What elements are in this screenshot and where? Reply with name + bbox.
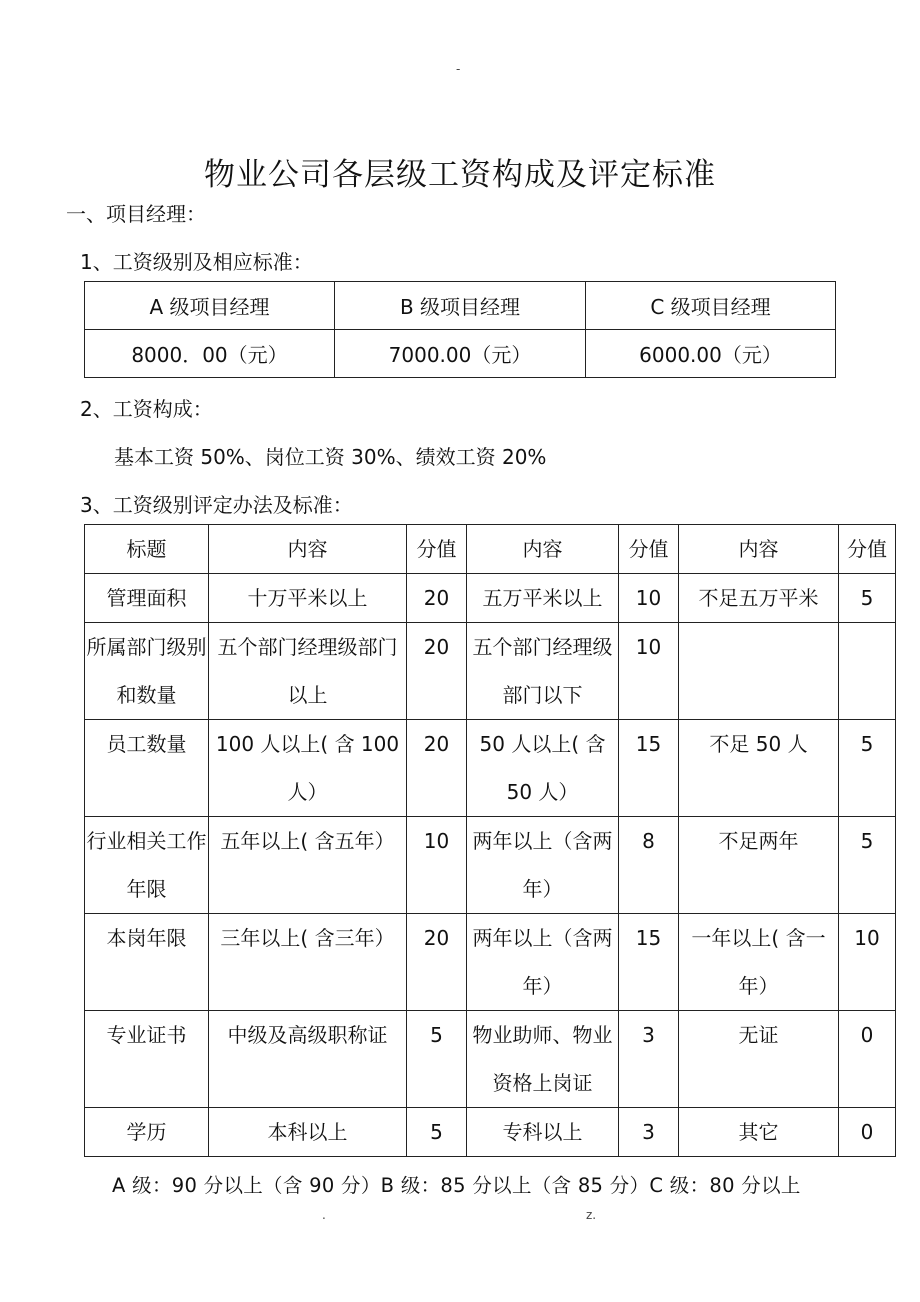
table-cell: 0 xyxy=(839,1011,896,1108)
table-cell: 五万平米以上 xyxy=(467,574,619,623)
table-cell xyxy=(839,623,896,720)
footer-left-mark: . xyxy=(322,1208,326,1222)
table-cell: 无证 xyxy=(679,1011,839,1108)
table-cell: 两年以上（含两年） xyxy=(467,817,619,914)
table-cell: 3 xyxy=(619,1011,679,1108)
table-header-cell: 分值 xyxy=(619,525,679,574)
table-cell: 管理面积 xyxy=(85,574,209,623)
table-cell: 五个部门经理级部门以上 xyxy=(209,623,407,720)
section-heading-project-manager: 一、项目经理： xyxy=(66,202,206,226)
table-row xyxy=(85,623,896,720)
salary-composition-text: 基本工资 50%、岗位工资 30%、绩效工资 20% xyxy=(114,445,547,469)
table-cell: 行业相关工作年限 xyxy=(85,817,209,914)
table-cell: 10 xyxy=(619,574,679,623)
table-cell: 所属部门级别和数量 xyxy=(85,623,209,720)
table-cell: 50 人以上( 含 50 人） xyxy=(467,720,619,817)
subheading-salary-levels: 1、工资级别及相应标准： xyxy=(80,250,313,274)
table-row xyxy=(85,1011,896,1108)
table-cell: 一年以上( 含一年） xyxy=(679,914,839,1011)
table-row xyxy=(85,817,896,914)
table-cell: 8000．00（元） xyxy=(85,330,335,378)
table-row xyxy=(85,574,896,623)
table-cell: 20 xyxy=(407,574,467,623)
table-header-cell: 内容 xyxy=(679,525,839,574)
table-header-cell: 标题 xyxy=(85,525,209,574)
table-cell: 十万平米以上 xyxy=(209,574,407,623)
table-row xyxy=(85,1108,896,1157)
evaluation-table xyxy=(84,524,896,1157)
table-cell: 20 xyxy=(407,914,467,1011)
table-cell: 专业证书 xyxy=(85,1011,209,1108)
table-cell: 不足 50 人 xyxy=(679,720,839,817)
footer-right-mark: z. xyxy=(586,1208,597,1222)
subheading-evaluation-method: 3、工资级别评定办法及标准： xyxy=(80,493,353,517)
table-cell xyxy=(679,623,839,720)
table-row xyxy=(85,330,836,378)
table-row xyxy=(85,282,836,330)
table-cell: 15 xyxy=(619,720,679,817)
table-cell: 15 xyxy=(619,914,679,1011)
table-cell: 员工数量 xyxy=(85,720,209,817)
salary-grade-table xyxy=(84,281,836,378)
table-row xyxy=(85,720,896,817)
table-cell: 两年以上（含两年） xyxy=(467,914,619,1011)
table-cell: 6000.00（元） xyxy=(586,330,836,378)
table-cell: 其它 xyxy=(679,1108,839,1157)
table-header-cell: A 级项目经理 xyxy=(85,282,335,330)
table-cell: 10 xyxy=(619,623,679,720)
subheading-salary-composition: 2、工资构成： xyxy=(80,397,213,421)
table-cell: 学历 xyxy=(85,1108,209,1157)
table-cell: 5 xyxy=(839,574,896,623)
table-cell: 中级及高级职称证 xyxy=(209,1011,407,1108)
table-cell: 10 xyxy=(407,817,467,914)
table-cell: 3 xyxy=(619,1108,679,1157)
grade-criteria-text: A 级：90 分以上（含 90 分）B 级：85 分以上（含 85 分）C 级：80 分以上 xyxy=(112,1174,801,1197)
table-cell: 10 xyxy=(839,914,896,1011)
table-cell: 5 xyxy=(839,817,896,914)
table-header-cell: 内容 xyxy=(209,525,407,574)
table-cell: 不足五万平米 xyxy=(679,574,839,623)
table-cell: 三年以上( 含三年） xyxy=(209,914,407,1011)
table-row xyxy=(85,914,896,1011)
table-cell: 8 xyxy=(619,817,679,914)
table-header-cell: 分值 xyxy=(407,525,467,574)
table-cell: 专科以上 xyxy=(467,1108,619,1157)
table-header-cell: B 级项目经理 xyxy=(335,282,586,330)
table-cell: 本科以上 xyxy=(209,1108,407,1157)
table-header-cell: 分值 xyxy=(839,525,896,574)
document-title: 物业公司各层级工资构成及评定标准 xyxy=(204,156,716,193)
header-mark: - xyxy=(456,62,461,76)
table-cell: 100 人以上( 含 100 人） xyxy=(209,720,407,817)
table-cell: 20 xyxy=(407,623,467,720)
table-cell: 五年以上( 含五年） xyxy=(209,817,407,914)
table-cell: 本岗年限 xyxy=(85,914,209,1011)
table-cell: 7000.00（元） xyxy=(335,330,586,378)
table-cell: 5 xyxy=(407,1108,467,1157)
table-cell: 20 xyxy=(407,720,467,817)
table-cell: 五个部门经理级部门以下 xyxy=(467,623,619,720)
table-cell: 5 xyxy=(839,720,896,817)
table-cell: 0 xyxy=(839,1108,896,1157)
table-cell: 不足两年 xyxy=(679,817,839,914)
table-row xyxy=(85,525,896,574)
table-cell: 物业助师、物业资格上岗证 xyxy=(467,1011,619,1108)
table-header-cell: C 级项目经理 xyxy=(586,282,836,330)
table-header-cell: 内容 xyxy=(467,525,619,574)
table-cell: 5 xyxy=(407,1011,467,1108)
